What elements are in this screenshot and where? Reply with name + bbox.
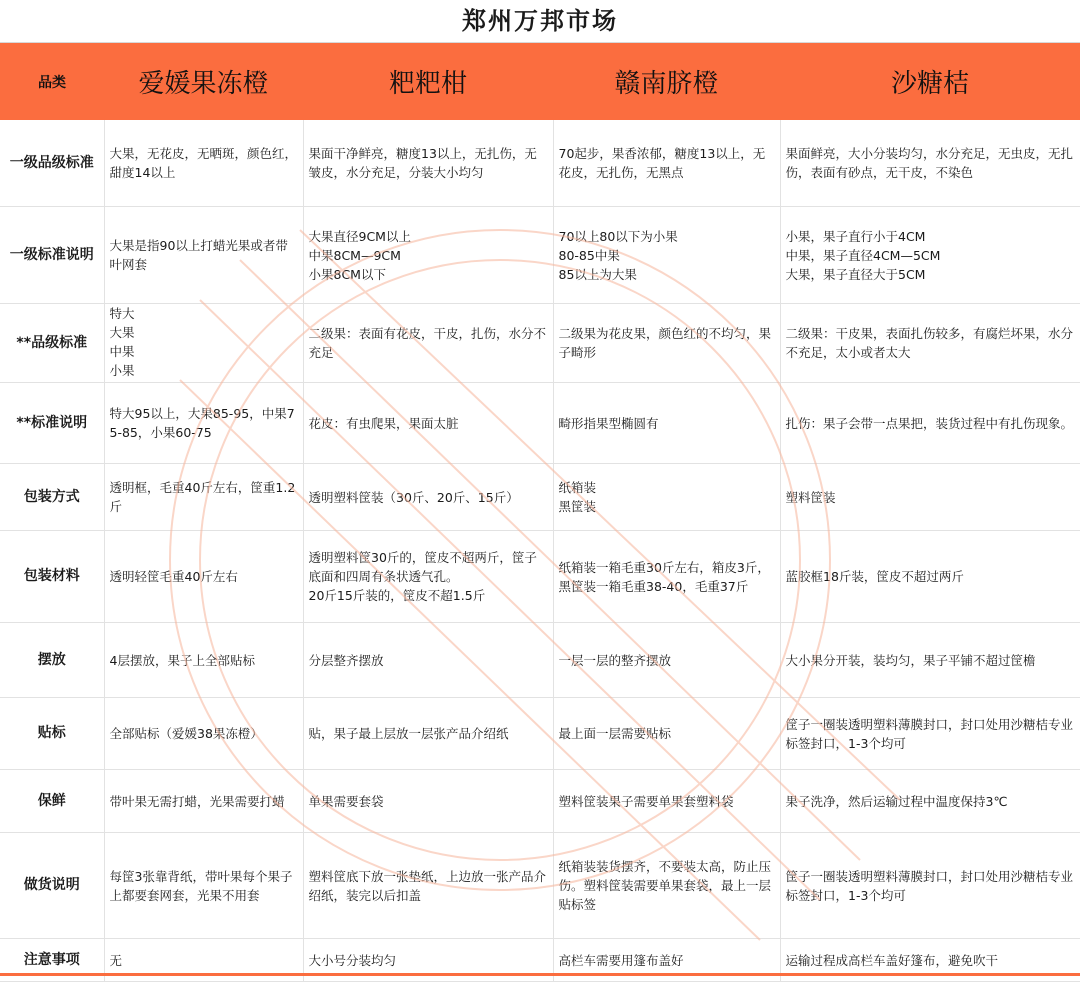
row-label: 保鲜 (0, 770, 104, 833)
table-row (0, 464, 1080, 531)
header-fruit-babagan: 粑粑柑 (303, 43, 553, 120)
table-row (0, 623, 1080, 698)
row-label: 一级品级标准 (0, 120, 104, 207)
table-cell: 畸形指果型椭圆有 (553, 383, 780, 464)
row-label: 包装方式 (0, 464, 104, 531)
table-cell: 二级果：干皮果，表面扎伤较多，有腐烂坏果，水分不充足，太小或者太大 (780, 304, 1080, 383)
table-row (0, 207, 1080, 304)
table-cell: 花皮：有虫爬果，果面太脏 (303, 383, 553, 464)
row-label: 包装材料 (0, 531, 104, 623)
table-cell: 分层整齐摆放 (303, 623, 553, 698)
table-cell: 大小果分开装，装均匀，果子平铺不超过筐檐 (780, 623, 1080, 698)
table-cell: 70起步，果香浓郁，糖度13以上，无花皮，无扎伤，无黑点 (553, 120, 780, 207)
table-cell: 纸箱装 黑筐装 (553, 464, 780, 531)
table-cell: 果面鲜亮，大小分装均匀，水分充足，无虫皮，无扎伤，表面有砂点，无干皮，不染色 (780, 120, 1080, 207)
table-cell: 单果需要套袋 (303, 770, 553, 833)
table-row (0, 383, 1080, 464)
table-row (0, 770, 1080, 833)
table-cell: 特大 大果 中果 小果 (104, 304, 303, 383)
table-cell: 小果，果子直行小于4CM 中果，果子直径4CM—5CM 大果，果子直径大于5CM (780, 207, 1080, 304)
header-fruit-aiyuan: 爱媛果冻橙 (104, 43, 303, 120)
table-cell: 二级果为花皮果，颜色红的不均匀，果子畸形 (553, 304, 780, 383)
table-cell: 塑料筐装果子需要单果套塑料袋 (553, 770, 780, 833)
table-cell: 纸箱装一箱毛重30斤左右，箱皮3斤，黑筐装一箱毛重38-40，毛重37斤 (553, 531, 780, 623)
table-cell: 二级果：表面有花皮，干皮，扎伤，水分不充足 (303, 304, 553, 383)
table-cell: 筐子一圈装透明塑料薄膜封口，封口处用沙糖桔专业标签封口，1-3个均可 (780, 698, 1080, 770)
table-row (0, 304, 1080, 383)
table-cell: 透明塑料筐装（30斤、20斤、15斤） (303, 464, 553, 531)
table-cell: 最上面一层需要贴标 (553, 698, 780, 770)
table-cell: 透明轻筐毛重40斤左右 (104, 531, 303, 623)
table-cell: 果子洗净，然后运输过程中温度保持3℃ (780, 770, 1080, 833)
table-cell: 贴，果子最上层放一层张产品介绍纸 (303, 698, 553, 770)
table-cell: 每筐3张靠背纸，带叶果每个果子上都要套网套，光果不用套 (104, 833, 303, 939)
table-row (0, 120, 1080, 207)
table-cell: 透明塑料筐30斤的，筐皮不超两斤，筐子底面和四周有条状透气孔。 20斤15斤装的，筐皮不超1.5斤 (303, 531, 553, 623)
table-cell: 筐子一圈装透明塑料薄膜封口，封口处用沙糖桔专业标签封口，1-3个均可 (780, 833, 1080, 939)
row-label: 贴标 (0, 698, 104, 770)
table-cell: 果面干净鲜亮，糖度13以上，无扎伤，无皱皮，水分充足，分装大小均匀 (303, 120, 553, 207)
table-cell: 塑料筐装 (780, 464, 1080, 531)
table-cell: 70以上80以下为小果 80-85中果 85以上为大果 (553, 207, 780, 304)
table-cell: 透明框，毛重40斤左右，筐重1.2斤 (104, 464, 303, 531)
table-cell: 高栏车需要用篷布盖好 (553, 939, 780, 982)
row-label: **品级标准 (0, 304, 104, 383)
table-cell: 大小号分装均匀 (303, 939, 553, 982)
table-cell: 运输过程成高栏车盖好篷布，避免吹干 (780, 939, 1080, 982)
table-cell: 扎伤：果子会带一点果把，装货过程中有扎伤现象。 (780, 383, 1080, 464)
table-cell: 全部贴标（爱媛38果冻橙） (104, 698, 303, 770)
table-cell: 一层一层的整齐摆放 (553, 623, 780, 698)
table-cell: 大果是指90以上打蜡光果或者带叶网套 (104, 207, 303, 304)
row-label: **标准说明 (0, 383, 104, 464)
table-cell: 无 (104, 939, 303, 982)
sheet-title: 郑州万邦市场 (0, 0, 1080, 43)
fruit-standards-table (0, 43, 1080, 982)
table-cell: 带叶果无需打蜡，光果需要打蜡 (104, 770, 303, 833)
table-row (0, 698, 1080, 770)
table-cell: 4层摆放，果子上全部贴标 (104, 623, 303, 698)
table-row (0, 531, 1080, 623)
table-cell: 大果，无花皮，无晒斑，颜色红，甜度14以上 (104, 120, 303, 207)
table-cell: 蓝胶框18斤装，筐皮不超过两斤 (780, 531, 1080, 623)
table-cell: 大果直径9CM以上 中果8CM—9CM 小果8CM以下 (303, 207, 553, 304)
row-label: 摆放 (0, 623, 104, 698)
header-category-label: 品类 (0, 43, 104, 120)
header-row (0, 43, 1080, 120)
table-cell: 塑料筐底下放一张垫纸，上边放一张产品介绍纸，装完以后扣盖 (303, 833, 553, 939)
row-label: 做货说明 (0, 833, 104, 939)
table-cell: 纸箱装装货摆齐，不要装太高，防止压伤。塑料筐装需要单果套袋，最上一层贴标签 (553, 833, 780, 939)
table-cell: 特大95以上，大果85-95，中果75-85，小果60-75 (104, 383, 303, 464)
header-fruit-shatangju: 沙糖桔 (780, 43, 1080, 120)
table-row (0, 833, 1080, 939)
row-label: 一级标准说明 (0, 207, 104, 304)
row-label: 注意事项 (0, 939, 104, 982)
header-fruit-gannan: 赣南脐橙 (553, 43, 780, 120)
